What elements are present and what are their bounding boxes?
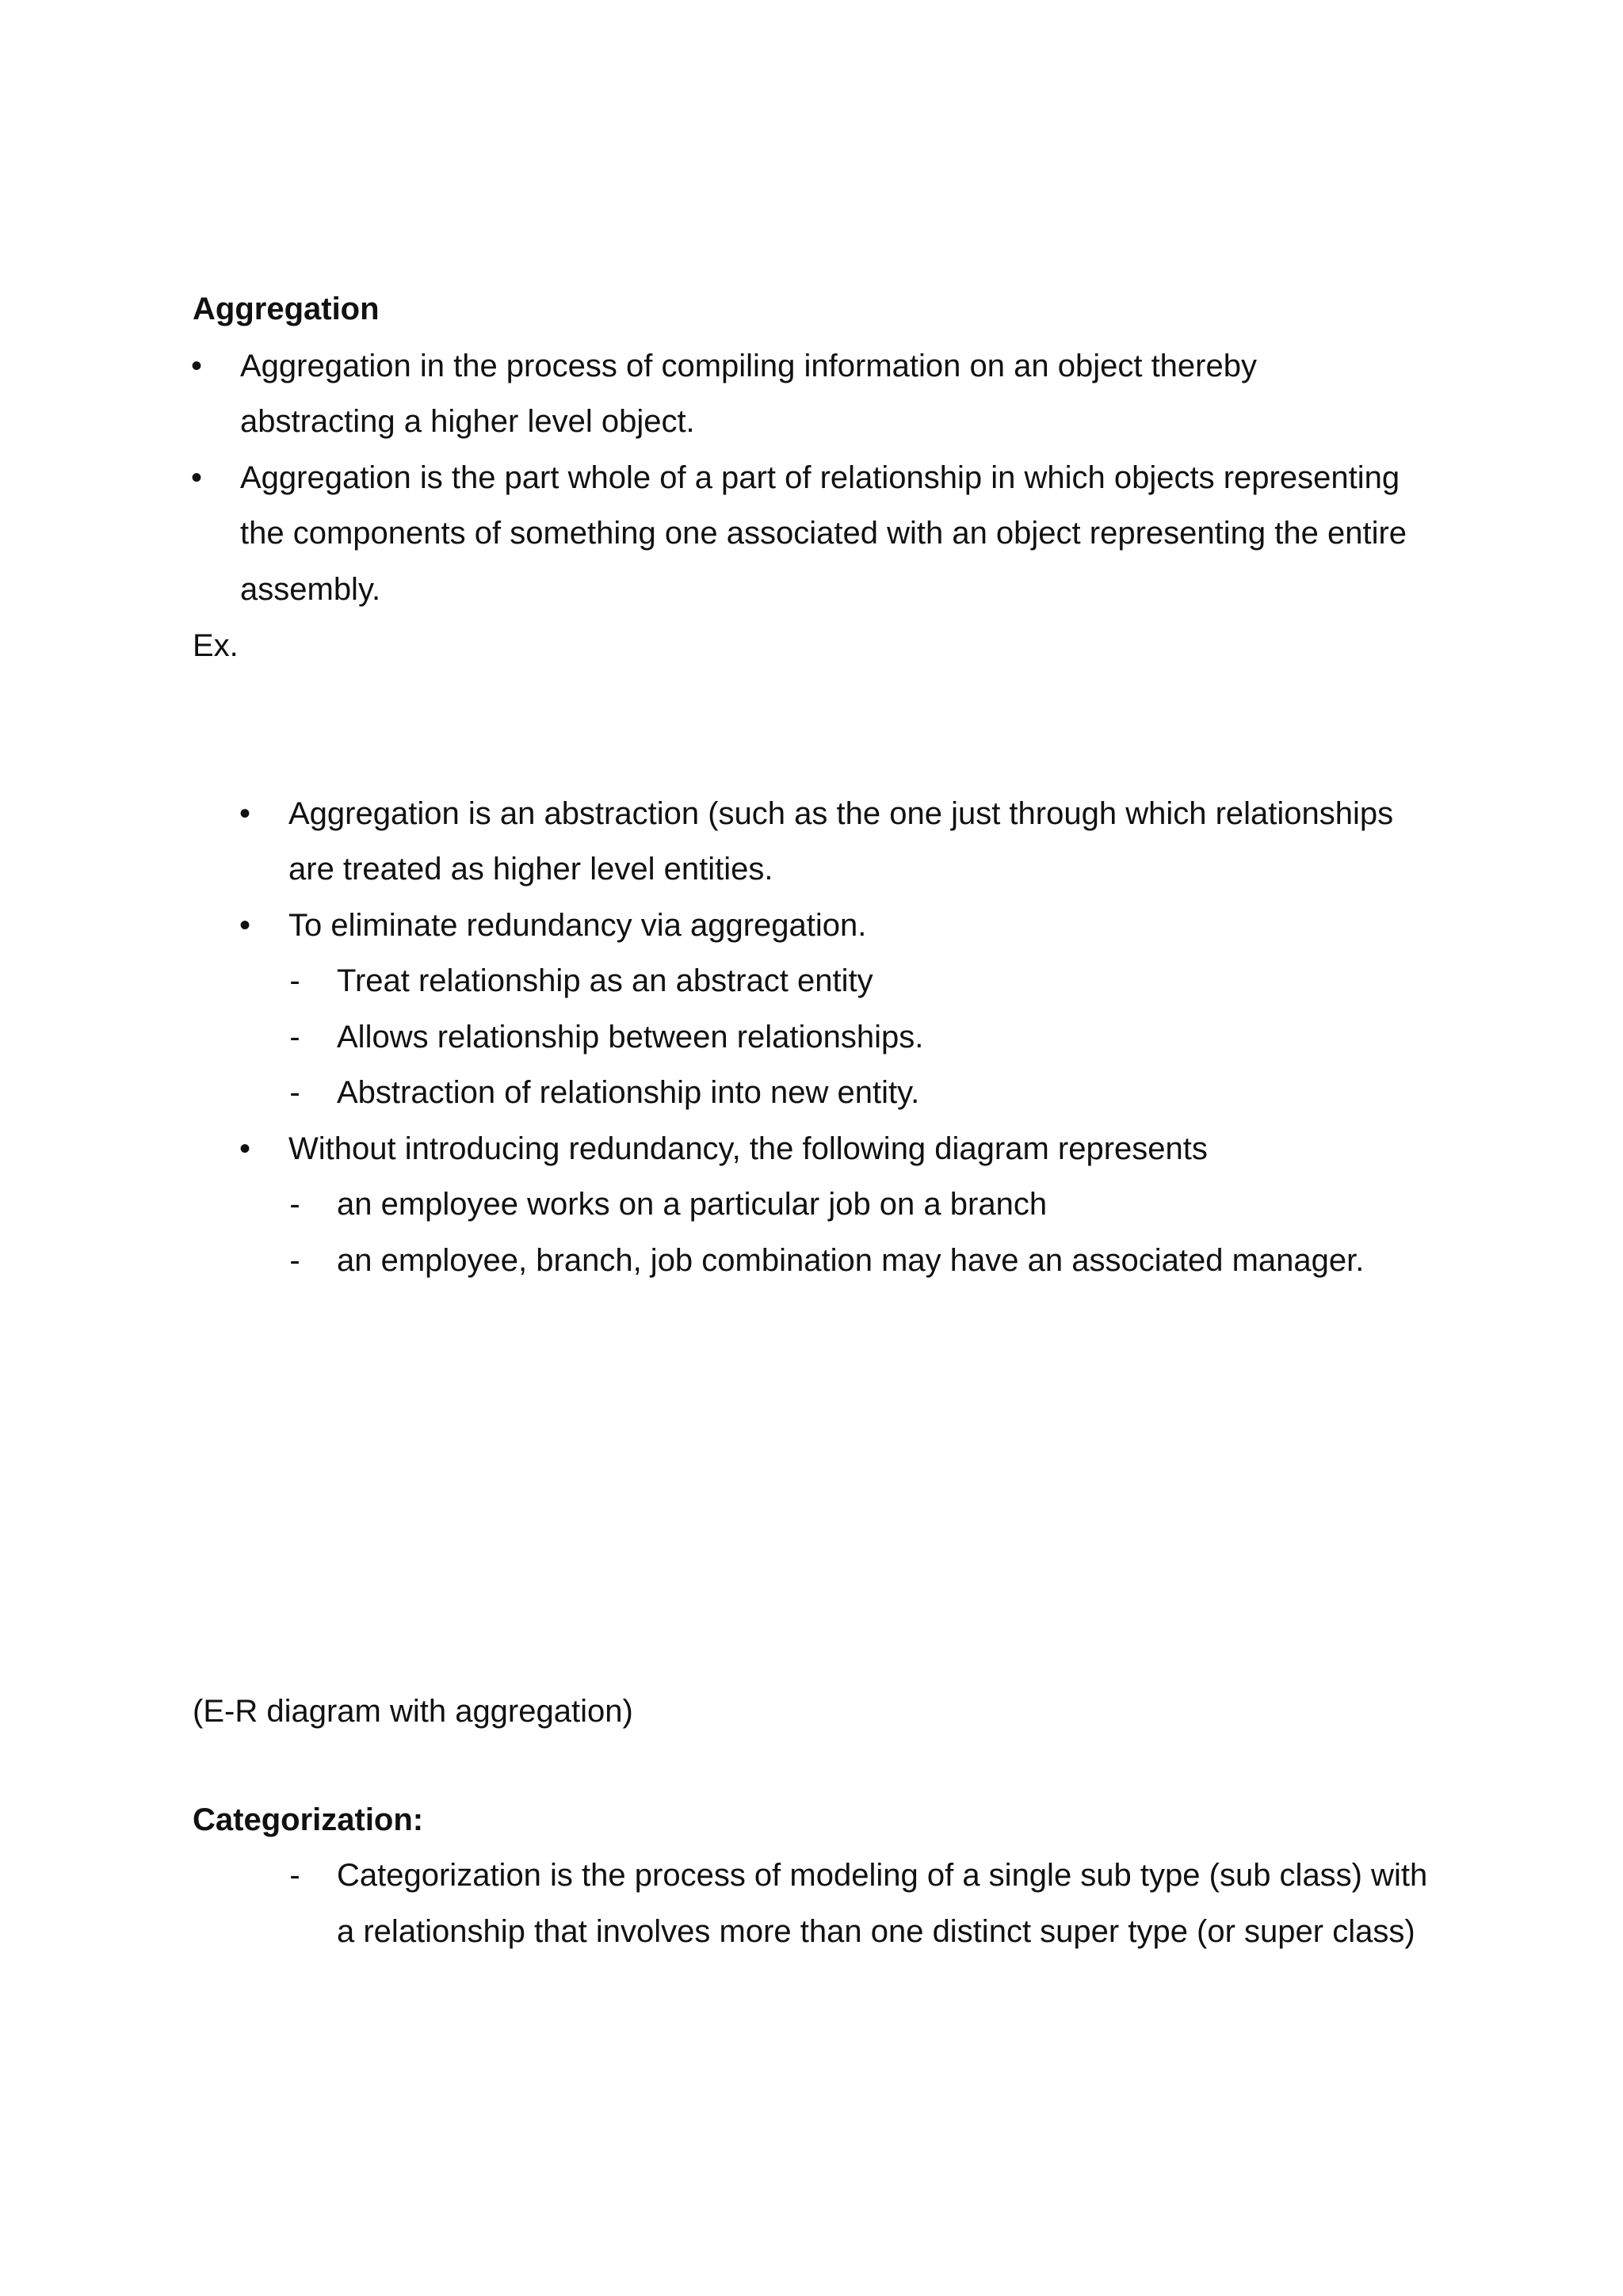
aggregation-bullet-2-line-2: the components of something one associated with an object representing the entire — [240, 516, 1407, 551]
dash-marker: - — [289, 1020, 300, 1055]
eliminate-redundancy-point: To eliminate redundancy via aggregation. — [288, 908, 867, 943]
aggregation-bullet-1-line-2: abstracting a higher level object. — [240, 404, 695, 439]
bullet-marker: • — [190, 460, 202, 495]
without-sub-item-2: an employee, branch, job combination may have an associated manager. — [337, 1243, 1365, 1278]
bullet-marker: • — [239, 796, 250, 831]
eliminate-sub-item-3: Abstraction of relationship into new entity. — [337, 1075, 920, 1110]
abstraction-point-line-2: are treated as higher level entities. — [288, 852, 773, 887]
categorization-text-line-2: a relationship that involves more than one distinct super type (or super class) — [337, 1914, 1415, 1949]
eliminate-sub-item-1: Treat relationship as an abstract entity — [337, 963, 873, 998]
aggregation-bullet-2-line-1: Aggregation is the part whole of a part of relationship in which objects representing — [240, 460, 1400, 495]
diagram-caption: (E-R diagram with aggregation) — [193, 1694, 633, 1729]
aggregation-bullet-2-line-3: assembly. — [240, 572, 381, 607]
aggregation-heading: Aggregation — [193, 292, 380, 326]
aggregation-bullet-1-line-1: Aggregation in the process of compiling information on an object thereby — [240, 349, 1257, 383]
dash-marker: - — [289, 1075, 300, 1110]
categorization-text-line-1: Categorization is the process of modeling of a single sub type (sub class) with — [337, 1858, 1428, 1893]
dash-marker: - — [289, 963, 300, 998]
bullet-marker: • — [239, 908, 250, 943]
bullet-marker: • — [239, 1131, 250, 1166]
dash-marker: - — [289, 1858, 300, 1893]
abstraction-point-line-1: Aggregation is an abstraction (such as the one just through which relationships — [288, 796, 1394, 831]
dash-marker: - — [289, 1187, 300, 1222]
example-label: Ex. — [193, 628, 239, 663]
without-sub-item-1: an employee works on a particular job on a branch — [337, 1187, 1048, 1222]
dash-marker: - — [289, 1243, 300, 1278]
eliminate-sub-item-2: Allows relationship between relationships. — [337, 1020, 924, 1055]
bullet-marker: • — [190, 349, 202, 383]
without-redundancy-point: Without introducing redundancy, the following diagram represents — [288, 1131, 1208, 1166]
categorization-heading: Categorization: — [193, 1802, 424, 1837]
